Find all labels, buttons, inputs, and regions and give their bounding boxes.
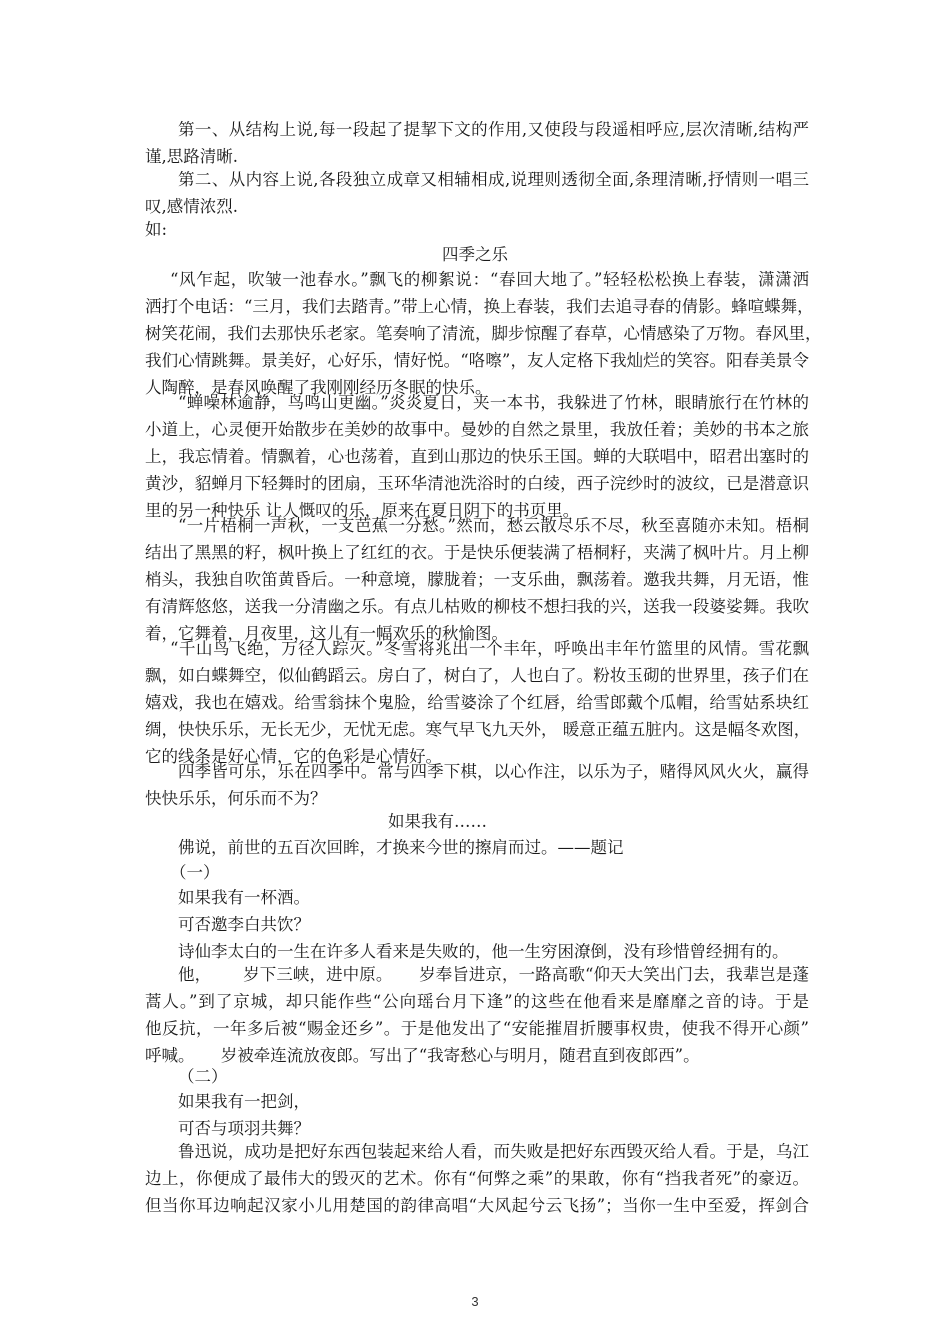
paragraph-xiangyu bbox=[145, 1138, 809, 1219]
text-line: 着，它舞着，月夜里，这儿有一幅欢乐的秋愉图。 bbox=[145, 624, 508, 643]
essay-title: 四季之乐 bbox=[442, 245, 508, 264]
paragraph-spring bbox=[145, 266, 822, 401]
text-line: 他， 岁下三峡，进中原。 岁奉旨进京，一路高歌“仰天大笑出门去，我辈岂是蓬 bbox=[178, 965, 809, 984]
text-line: “千山鸟飞绝，万径人踪灭。”冬雪将兆出一个丰年，呼唤出丰年竹篮里的风情。雪花飘 bbox=[170, 639, 809, 658]
text-line: “蝉噪林逾静，鸟鸣山更幽。”炎炎夏日，夹一本书，我躲进了竹林，眼睛旅行在竹林的 bbox=[178, 393, 809, 412]
text-line: 可否与项羽共舞？ bbox=[178, 1119, 310, 1138]
epigraph: 佛说，前世的五百次回眸，才换来今世的擦肩而过。——题记 bbox=[178, 838, 624, 857]
text-line: 洒打个电话：“三月，我们去踏青。”带上心情，换上春装，我们去追寻春的倩影。蜂喧蝶舞， bbox=[145, 297, 814, 316]
text-line: 四季皆可乐，乐在四季中。常与四季下棋，以心作注，以乐为子，赌得风风火火，赢得 bbox=[178, 762, 809, 781]
example-label: 如: bbox=[145, 220, 168, 239]
text-line: 谨,思路清晰. bbox=[145, 147, 238, 166]
paragraph-winter bbox=[145, 635, 809, 770]
text-line: 蒿人。”到了京城，却只能作些“公向瑶台月下逢”的这些在他看来是靡靡之音的诗。于是 bbox=[145, 992, 809, 1011]
text-line: 黄沙，貂蝉月下轻舞时的团扇，玉环华清池洗浴时的白绫，西子浣纱时的波纹，已是潜意识 bbox=[145, 474, 809, 493]
text-line: 我们心情跳舞。景美好，心好乐，情好悦。“咯嚓”，友人定格下我灿烂的笑容。阳春美景令 bbox=[145, 351, 809, 370]
intro-paragraph-1 bbox=[145, 116, 809, 170]
text-line: “风乍起，吹皱一池春水。”飘飞的柳絮说：“春回大地了。”轻轻松松换上春装，潇潇洒 bbox=[170, 270, 809, 289]
text-line: “一片梧桐一声秋，一支芭蕉一分愁。”然而，愁云散尽乐不尽，秋至喜随亦未知。梧桐 bbox=[178, 516, 809, 535]
section-label: （二） bbox=[178, 1067, 228, 1086]
part2-lines bbox=[145, 1088, 809, 1142]
text-line: 上，我忘情着。情飘着，心也荡着，直到山那边的快乐王国。蝉的大联唱中，昭君出塞时的 bbox=[145, 447, 809, 466]
essay-title: 如果我有…… bbox=[388, 812, 487, 831]
text-line: 第一、从结构上说,每一段起了提挈下文的作用,又使段与段遥相呼应,层次清晰,结构严 bbox=[178, 120, 809, 139]
paragraph-conclusion bbox=[145, 758, 809, 812]
text-line: 如果我有一把剑， bbox=[178, 1092, 310, 1111]
page-number: 3 bbox=[471, 1294, 479, 1309]
text-line: 诗仙李太白的一生在许多人看来是失败的，他一生穷困潦倒，没有珍惜曾经拥有的。 bbox=[178, 942, 789, 961]
text-line: 小道上，心灵便开始散步在美妙的故事中。曼妙的自然之景里，我放任着；美妙的书本之旅 bbox=[145, 420, 809, 439]
text-line: 可否邀李白共饮？ bbox=[178, 915, 310, 934]
text-line: 里的另一种快乐 让人慨叹的乐，原来在夏日阴下的书页里。 bbox=[145, 501, 580, 520]
text-line: 呼喊。 岁被牵连流放夜郎。写出了“我寄愁心与明月，随君直到夜郎西”。 bbox=[145, 1046, 700, 1065]
paragraph-summer bbox=[145, 389, 809, 524]
text-line: 他反抗，一年多后被“赐金还乡”。于是他发出了“安能摧眉折腰事权贵，使我不得开心颜” bbox=[145, 1019, 809, 1038]
text-line: 嬉戏，我也在嬉戏。给雪翁抹个鬼脸，给雪婆涂了个红唇，给雪郎戴个瓜帽，给雪姑系块红 bbox=[145, 693, 809, 712]
text-line: 鲁迅说，成功是把好东西包装起来给人看，而失败是把好东西毁灭给人看。于是，乌江 bbox=[178, 1142, 809, 1161]
paragraph-libai bbox=[145, 961, 809, 1069]
text-line: 边上，你便成了最伟大的毁灭的艺术。你有“何弊之乘”的果敢，你有“挡我者死”的豪迈。 bbox=[145, 1169, 809, 1188]
intro-paragraph-2 bbox=[145, 166, 809, 220]
text-line: 树笑花闹，我们去那快乐老家。笔奏响了清流，脚步惊醒了春草，心情感染了万物。春风里， bbox=[145, 324, 822, 343]
text-line: 结出了黑黑的籽，枫叶换上了红红的衣。于是快乐便装满了梧桐籽，夹满了枫叶片。月上柳 bbox=[145, 543, 809, 562]
text-line: 人陶醉，是春风唤醒了我刚刚经历冬眠的快乐。 bbox=[145, 378, 492, 397]
part1-lines bbox=[145, 884, 809, 965]
text-line: 有清辉悠悠，送我一分清幽之乐。有点儿枯败的柳枝不想扫我的兴，送我一段婆娑舞。我吹 bbox=[145, 597, 809, 616]
text-line: 梢头，我独自吹笛黄昏后。一种意境，朦胧着；一支乐曲，飘荡着。邀我共舞，月无语，惟 bbox=[145, 570, 809, 589]
text-line: 绸，快快乐乐，无长无少，无忧无虑。寒气早飞九天外， 暖意正蕴五脏内。这是幅冬欢图， bbox=[145, 720, 811, 739]
text-line: 飘，如白蝶舞空，似仙鹤蹈云。房白了，树白了，人也白了。粉妆玉砌的世界里，孩子们在 bbox=[145, 666, 809, 685]
text-line: 如果我有一杯酒。 bbox=[178, 888, 310, 907]
text-line: 快快乐乐，何乐而不为？ bbox=[145, 789, 327, 808]
text-line: 第二、从内容上说,各段独立成章又相辅相成,说理则透彻全面,条理清晰,抒情则一唱三 bbox=[178, 170, 809, 189]
paragraph-autumn bbox=[145, 512, 809, 647]
text-line: 叹,感情浓烈. bbox=[145, 197, 238, 216]
text-line: 它的线条是好心情，它的色彩是心情好。 bbox=[145, 747, 442, 766]
section-label: （一） bbox=[170, 863, 220, 882]
text-line: 但当你耳边响起汉家小儿用楚国的韵律高唱“大风起兮云飞扬”；当你一生中至爱，挥剑合 bbox=[145, 1196, 809, 1215]
